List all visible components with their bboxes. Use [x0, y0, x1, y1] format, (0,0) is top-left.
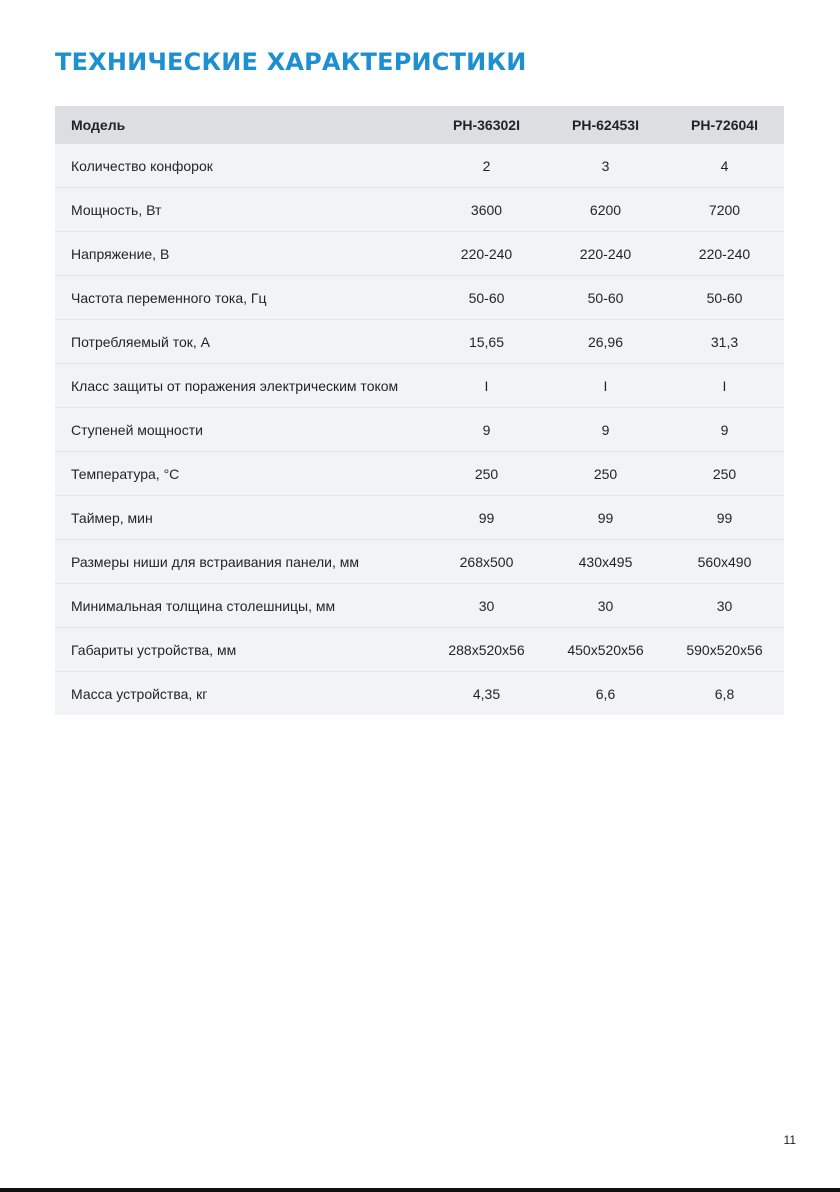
row-value: 26,96 [546, 320, 665, 364]
header-cell-model-3: PH-72604I [665, 106, 784, 144]
row-value: 220-240 [665, 232, 784, 276]
header-cell-model-2: PH-62453I [546, 106, 665, 144]
table-row [55, 540, 784, 584]
row-label: Таймер, мин [55, 496, 427, 540]
row-label: Количество конфорок [55, 144, 427, 188]
row-value: 9 [665, 408, 784, 452]
row-value: 250 [427, 452, 546, 496]
table-row [55, 276, 784, 320]
row-value: 220-240 [427, 232, 546, 276]
row-value: 268x500 [427, 540, 546, 584]
row-value: 6,8 [665, 672, 784, 716]
table-header [55, 106, 784, 144]
row-value: I [665, 364, 784, 408]
row-label: Размеры ниши для встраивания панели, мм [55, 540, 427, 584]
row-value: 31,3 [665, 320, 784, 364]
row-value: 50-60 [546, 276, 665, 320]
row-value: 4 [665, 144, 784, 188]
row-value: 288x520x56 [427, 628, 546, 672]
table-row [55, 496, 784, 540]
row-label: Минимальная толщина столешницы, мм [55, 584, 427, 628]
row-label: Масса устройства, кг [55, 672, 427, 716]
table-row [55, 672, 784, 716]
table-row [55, 408, 784, 452]
row-label: Класс защиты от поражения электрическим током [55, 364, 427, 408]
row-value: 220-240 [546, 232, 665, 276]
row-value: 99 [665, 496, 784, 540]
header-row [55, 106, 784, 144]
row-value: 6200 [546, 188, 665, 232]
row-value: 2 [427, 144, 546, 188]
table-row [55, 232, 784, 276]
row-value: 30 [546, 584, 665, 628]
table-row [55, 320, 784, 364]
row-value: 250 [665, 452, 784, 496]
table-row [55, 452, 784, 496]
row-value: 4,35 [427, 672, 546, 716]
row-value: 30 [665, 584, 784, 628]
row-value: 590x520x56 [665, 628, 784, 672]
row-value: 560x490 [665, 540, 784, 584]
row-label: Температура, °С [55, 452, 427, 496]
row-label: Габариты устройства, мм [55, 628, 427, 672]
row-value: 9 [427, 408, 546, 452]
row-value: 50-60 [427, 276, 546, 320]
row-value: 30 [427, 584, 546, 628]
row-label: Напряжение, В [55, 232, 427, 276]
row-value: 7200 [665, 188, 784, 232]
row-value: 3 [546, 144, 665, 188]
table-row [55, 144, 784, 188]
table-row [55, 188, 784, 232]
row-value: 250 [546, 452, 665, 496]
row-value: 3600 [427, 188, 546, 232]
page-number: 11 [783, 1133, 796, 1147]
specs-table [55, 106, 784, 715]
row-value: 450x520x56 [546, 628, 665, 672]
row-value: I [427, 364, 546, 408]
page-title: ТЕХНИЧЕСКИЕ ХАРАКТЕРИСТИКИ [55, 48, 527, 76]
row-label: Потребляемый ток, А [55, 320, 427, 364]
row-value: 50-60 [665, 276, 784, 320]
row-label: Ступеней мощности [55, 408, 427, 452]
table-body [55, 144, 784, 715]
header-cell-model: Модель [55, 106, 427, 144]
table-row [55, 364, 784, 408]
row-label: Мощность, Вт [55, 188, 427, 232]
row-label: Частота переменного тока, Гц [55, 276, 427, 320]
row-value: 99 [427, 496, 546, 540]
table-row [55, 628, 784, 672]
bottom-rule [0, 1188, 840, 1192]
row-value: 9 [546, 408, 665, 452]
row-value: 15,65 [427, 320, 546, 364]
row-value: 430x495 [546, 540, 665, 584]
header-cell-model-1: PH-36302I [427, 106, 546, 144]
row-value: I [546, 364, 665, 408]
table-row [55, 584, 784, 628]
row-value: 6,6 [546, 672, 665, 716]
row-value: 99 [546, 496, 665, 540]
